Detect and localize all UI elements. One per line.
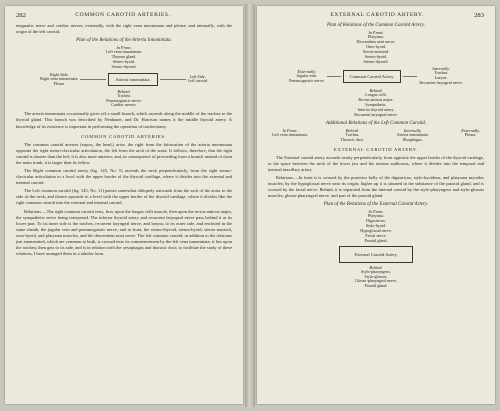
internal-relations (419, 66, 463, 86)
list-item: Sterno-hyoid. (364, 53, 388, 59)
section-title: COMMON CAROTID ARTERIES. (81, 133, 167, 139)
plan-title: Plan of the Relations of the Arteria Innominata. (76, 38, 172, 44)
list-item: Hypoglossal nerve. (360, 227, 392, 233)
external-relations (289, 69, 324, 84)
in-front-label: In Front. (368, 209, 384, 215)
behind-label: Behind. (369, 264, 383, 270)
list-item: Sterno-thyroid. (363, 58, 389, 64)
page-number: 283 (474, 12, 484, 19)
plan-title: Plan of the Relations of the External Carotid Artery. (323, 202, 429, 208)
paragraph: The Left common carotid (fig. 145, No. 11) passes somewhat obliquely outwards from the arch of the aorta to the side of the neck, and thence upwards to a level with the upper border of the thyroid cartilage, where it divides like the right common carotid into the external and internal carotid. (16, 188, 232, 206)
list-item: Left vena innominata. (272, 131, 309, 137)
list-item: Stylo-pharyngeus. (361, 268, 391, 274)
relation-column (341, 128, 365, 143)
right-page-header (268, 12, 484, 19)
in-front-list (16, 50, 232, 70)
list-item: Jugular vein. (296, 72, 318, 78)
paragraph: Relations.—The right common carotid rests, first, upon the longus colli muscle, then upon the rectus anticus major, the sympathetic nerve being interposed. The inferior thyroid artery and recurrent laryngeal nerve pass behind it at its lower part. To its inner side is the trachea, recurrent laryngeal nerve, and larynx; to its outer side, and enclosed in the same sheath, the jugular vein and pneumogastric nerve; and in front, the sterno-thyroid, sterno-hyoid, sterno-mastoid, omo-hyoid, and platysma muscles, and the descendens noni nerve. The left common carotid, in addition to the relations just enumerated, which are common to both, is crossed near its commencement by the left vena innominata; it lies upon the trachea; then gets to its side, and is in relation with the oesophagus and thoracic duct; to facilitate the study of these relations, I have arranged them in a tabular form. (16, 208, 232, 257)
list-item: Trachea. (116, 92, 132, 98)
list-item: Sterno-hyoid. (112, 59, 136, 64)
section-title: EXTERNAL CAROTID ARTERY. (333, 146, 419, 152)
behind-list (268, 93, 484, 118)
left-page (5, 6, 243, 404)
connector-line (80, 79, 106, 80)
in-front-list (268, 214, 484, 243)
column-label: In Front. (282, 127, 298, 133)
relation-column (461, 128, 480, 143)
list-item: Sterno-mastoid. (362, 48, 390, 54)
list-item: Cardiac nerves. (111, 102, 137, 108)
list-item: Facial nerve. (365, 232, 387, 238)
list-item: Pneumogastric nerve. (289, 77, 325, 83)
list-item: Inferior thyroid artery. (357, 106, 395, 112)
behind-label: Behind. (117, 88, 131, 94)
relation-column (397, 128, 429, 143)
list-item: Arteria innominata. (396, 131, 429, 137)
left-page-header (16, 12, 232, 19)
behind-list (16, 94, 232, 109)
left-side-label: Left Side. (189, 74, 206, 80)
list-item: Left vena innominata. (105, 49, 143, 55)
running-head: COMMON CAROTID ARTERIES. (75, 12, 171, 18)
additional-relations-table (272, 128, 480, 143)
list-item: Right vena innominata. (40, 75, 79, 81)
relation-diagram (16, 72, 232, 87)
artery-box: External Carotid Artery. (339, 246, 412, 263)
list-item: Left carotid. (187, 78, 208, 84)
plan-title: Additional Relations of the Left Common Carotid. (326, 120, 426, 126)
list-item: Trachea. (434, 70, 449, 76)
list-item: Larynx. (434, 75, 448, 81)
paragraph: The Right common carotid artery (fig. 145, No. 5) ascends the neck perpendicularly, from the right sterno-clavicular articulation to a level with the upper border of the thyroid cartilage, where it divides into the external and internal carotid. (16, 168, 232, 186)
artery-box: Common Carotid Artery. (343, 70, 402, 83)
paragraph: Relations.—In front it is crossed by the posterior belly of the digastricus, stylo-hyoideus, and platysma myoides muscles; by the hypoglossal nerve near its origin; higher up it is situated in the substance of the parotid gland, and is crossed by the facial nerve. Behind, it is separated from the internal carotid by the stylo-pharyngeus and stylo-glossus muscles, glosso-pharyngeal nerve, and part of the parotid gland. (268, 174, 484, 199)
relation-diagram (268, 246, 484, 263)
behind-label: Behind. (369, 88, 383, 94)
behind-list (268, 270, 484, 290)
list-item: Parotid gland. (364, 237, 388, 243)
list-item: Pleura. (53, 80, 65, 86)
left-side-relations (188, 74, 208, 84)
paragraph: The External carotid artery ascends nearly perpendicularly from opposite the upper border of the thyroid cartilage, to the space between the neck of the lower jaw and the meatus auditorius, where it divides into the temporal and internal maxillary artery. (268, 154, 484, 172)
list-item: Omo-hyoid. (366, 43, 386, 49)
list-item: Œsophagus. (402, 136, 423, 142)
column-label: Externally. (461, 127, 480, 133)
column-label: Internally. (403, 127, 422, 133)
relation-diagram (268, 66, 484, 86)
connector-line (327, 76, 341, 77)
list-item: Longus colli. (365, 92, 387, 98)
list-item: Stylo-glossus. (364, 273, 388, 279)
in-front-list (268, 35, 484, 64)
list-item: Glosso-pharyngeal nerve. (354, 278, 398, 284)
list-item: Platysma. (367, 213, 385, 219)
list-item: Sterno-thyroid. (111, 63, 137, 69)
page-number: 282 (16, 12, 26, 19)
right-side-relations (40, 72, 78, 87)
list-item: Rectus anticus major. (358, 97, 394, 103)
list-item: Pneumogastric nerve. (106, 97, 142, 103)
paragraph: The common carotid arteries (καρος, the head,) arise, the right from the bifurcation of the arteria innominata opposite the right sterno-clavicular articulation, the left from the arch of the aorta. It follows, therefore, that the right carotid is shorter than the left; it is also more anterior; and, in consequence of proceeding from a branch instead of from the main trunk, it is larger than its fellow. (16, 141, 232, 165)
right-page (257, 6, 495, 404)
running-head: EXTERNAL CAROTID ARTERY. (330, 12, 424, 18)
internally-label: Internally. (432, 66, 451, 72)
list-item: Trachea. (345, 131, 360, 137)
list-item: Descendens noni nerve. (356, 38, 396, 44)
list-item: Stylo-hyoid. (365, 222, 387, 228)
list-item: Digastricus. (366, 218, 386, 224)
list-item: Platysma. (367, 34, 385, 39)
list-item: Recurrent laryngeal nerve. (354, 111, 398, 117)
book-gutter (245, 4, 255, 407)
connector-line (403, 76, 417, 77)
paragraph: The arteria innominata occasionally gives off a small branch, which ascends along the middle of the trachea to the thyroid gland. This branch was described by Neubauer, and Dr. Harrison names it the middle thyroid artery. A knowledge of its existence is important in performing the operation of tracheotomy. (16, 111, 232, 129)
artery-box: Arteria innominata. (108, 73, 157, 86)
intro-text: tenguattic nerve and cardiac nerves; externally, with the right vena innominata and pleura; and internally, with the origin of the left carotid. (16, 23, 232, 35)
list-item: Parotid gland. (364, 283, 388, 289)
plan-title: Plan of Relations of the Common Carotid Artery. (326, 23, 426, 28)
list-item: Thymus gland. (111, 54, 137, 60)
column-label: Behind. (345, 127, 359, 133)
list-item: Pleura. (464, 131, 477, 137)
list-item: Thoracic duct. (340, 136, 365, 142)
in-front-label: In Front. (368, 30, 384, 35)
externally-label: Externally. (297, 68, 317, 74)
list-item: Sympathetic. (365, 101, 387, 107)
connector-line (160, 79, 186, 80)
list-item: Recurrent laryngeal nerve. (419, 80, 463, 86)
relation-column (272, 128, 308, 143)
right-side-label: Right Side. (49, 71, 69, 77)
in-front-label: In Front. (116, 45, 132, 51)
